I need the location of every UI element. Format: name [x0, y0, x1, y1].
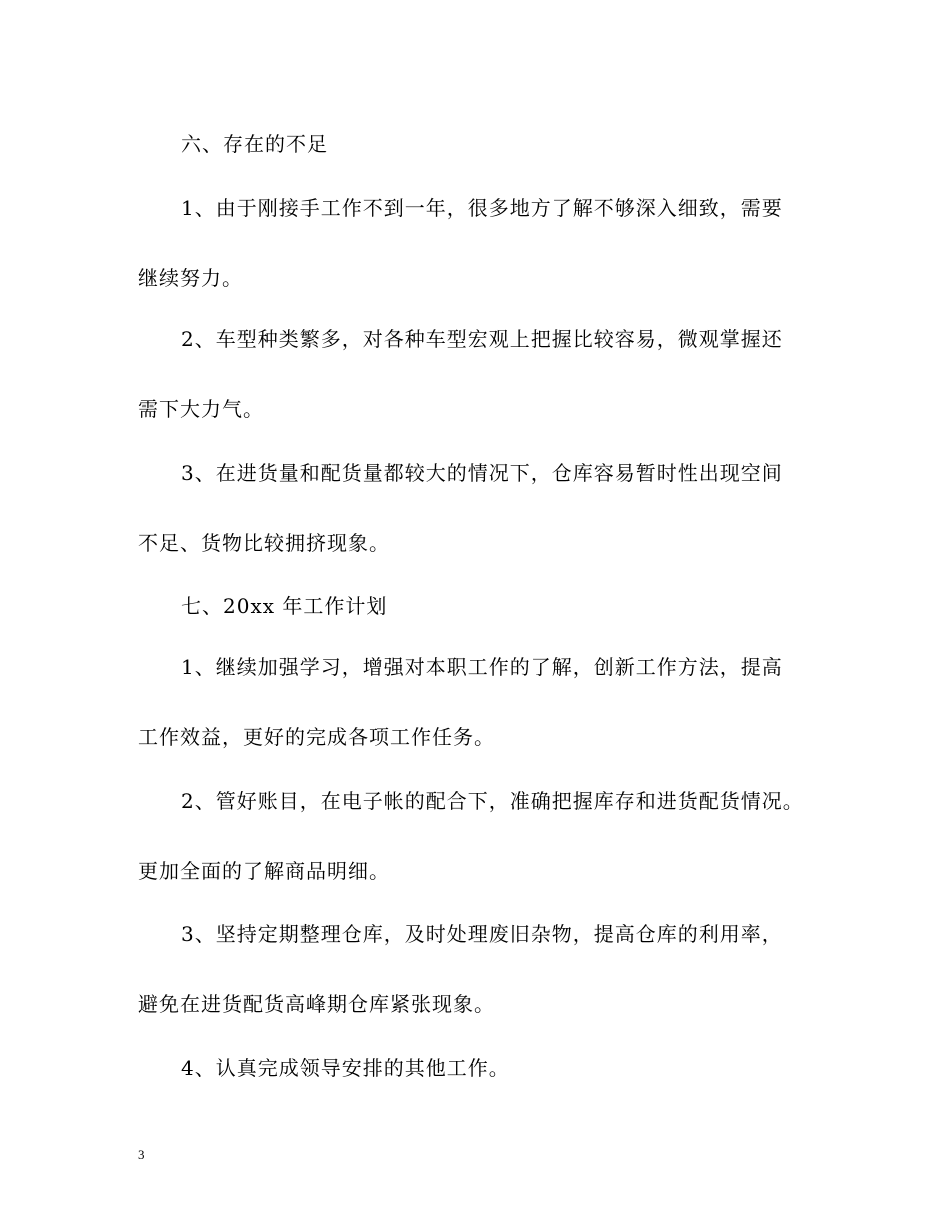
- section-heading-work-plan: 七、20xx 年工作计划: [181, 594, 388, 618]
- paragraph-line: 继续努力。: [138, 266, 243, 290]
- paragraph-line: 更加全面的了解商品明细。: [138, 859, 390, 883]
- paragraph-line: 需下大力气。: [138, 397, 264, 421]
- page-number: 3: [138, 1147, 145, 1162]
- section-heading-shortcomings: 六、存在的不足: [181, 132, 328, 156]
- paragraph-line: 3、在进货量和配货量都较大的情况下，仓库容易暂时性出现空间: [181, 461, 783, 485]
- paragraph-line: 工作效益，更好的完成各项工作任务。: [138, 725, 495, 749]
- paragraph-line: 2、管好账目，在电子帐的配合下，准确把握库存和进货配货情况。: [181, 789, 804, 813]
- paragraph-line: 不足、货物比较拥挤现象。: [138, 531, 390, 555]
- paragraph-line: 避免在进货配货高峰期仓库紧张现象。: [138, 992, 495, 1016]
- paragraph-line: 4、认真完成领导安排的其他工作。: [181, 1056, 510, 1080]
- paragraph-line: 3、坚持定期整理仓库，及时处理废旧杂物，提高仓库的利用率，: [181, 922, 783, 946]
- paragraph-line: 2、车型种类繁多，对各种车型宏观上把握比较容易，微观掌握还: [181, 327, 783, 351]
- paragraph-line: 1、由于刚接手工作不到一年，很多地方了解不够深入细致，需要: [181, 196, 783, 220]
- paragraph-line: 1、继续加强学习，增强对本职工作的了解，创新工作方法，提高: [181, 655, 783, 679]
